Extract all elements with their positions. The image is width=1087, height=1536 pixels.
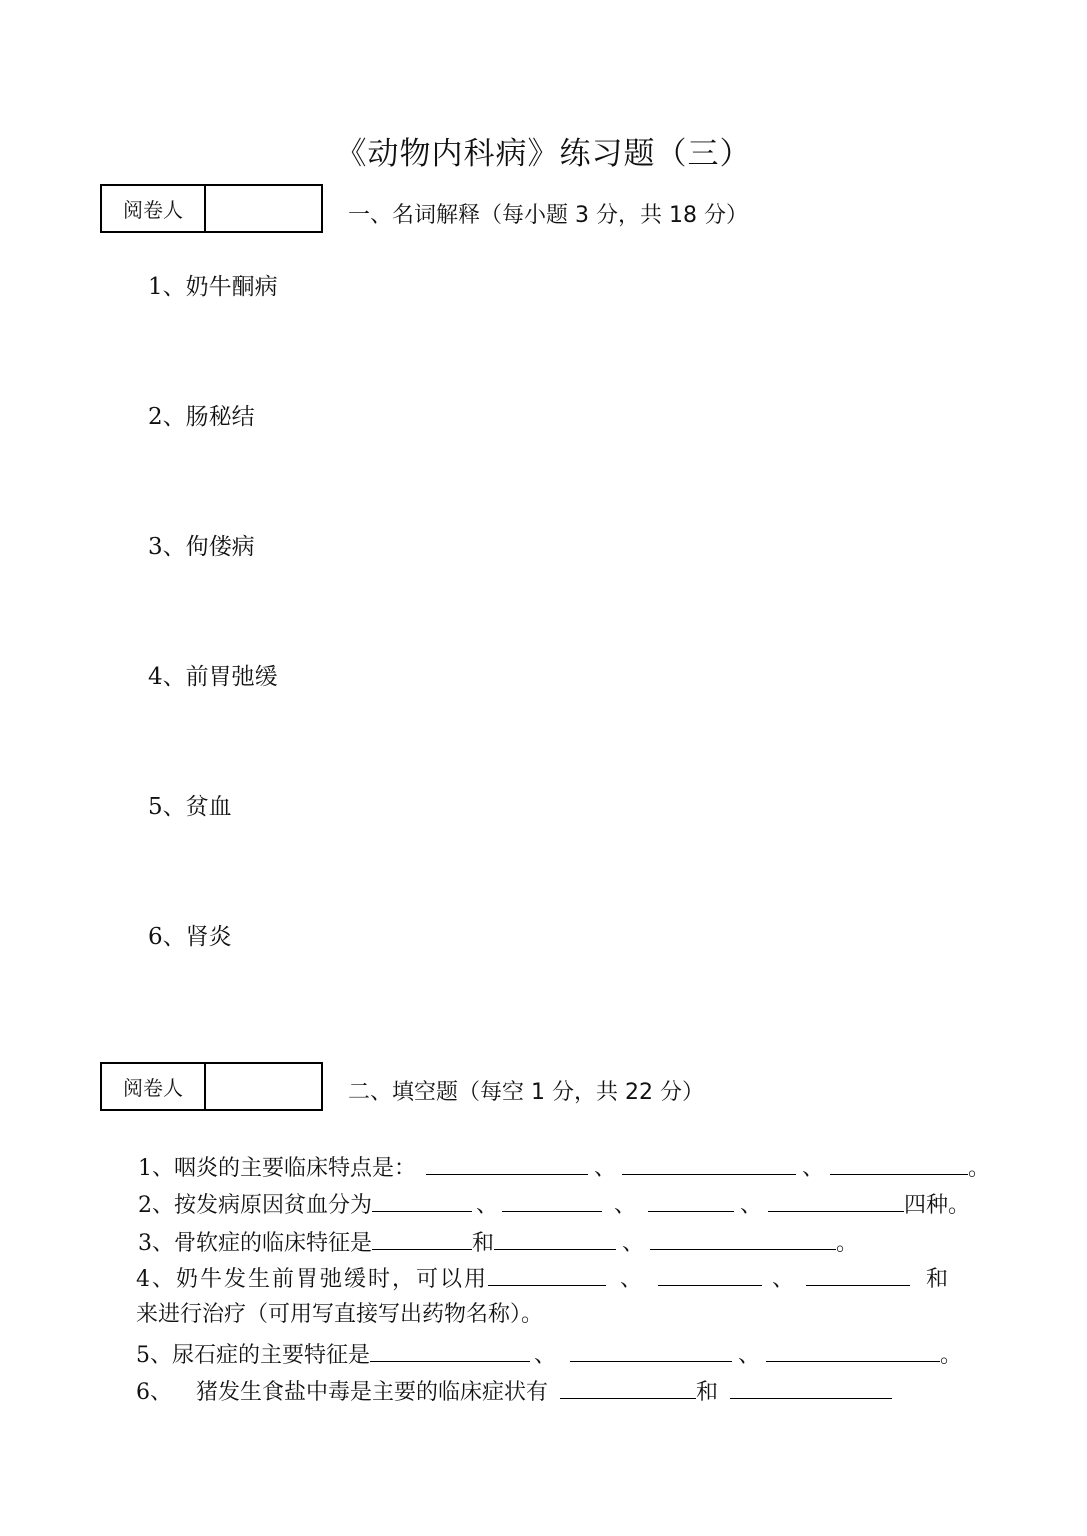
answer-blank[interactable] <box>730 1376 892 1399</box>
answer-blank[interactable] <box>502 1189 602 1212</box>
separator: 、 <box>740 1193 763 1218</box>
section2-heading: 二、填空题（每空 1 分，共 22 分） <box>348 1080 704 1105</box>
fill-question-3 <box>138 1227 858 1258</box>
fill-question-4 <box>136 1263 950 1294</box>
answer-blank[interactable] <box>648 1189 734 1212</box>
question-text: 4、奶牛发生前胃弛缓时，可以用 <box>136 1267 488 1292</box>
fill-question-2 <box>138 1189 970 1220</box>
question-text: 猪发生食盐中毒是主要的临床症状有 <box>196 1380 549 1405</box>
punctuation: 。 <box>968 1156 991 1181</box>
term-item: 6、肾炎 <box>148 924 232 950</box>
grader-signature-cell[interactable] <box>206 186 321 231</box>
separator: 、 <box>614 1193 637 1218</box>
punctuation: 。 <box>836 1231 859 1256</box>
connector: 和 <box>472 1231 495 1256</box>
answer-blank[interactable] <box>570 1339 732 1362</box>
fill-question-4-continued: 来进行治疗（可用写直接写出药物名称）。 <box>136 1302 544 1327</box>
grader-box-1 <box>100 184 323 233</box>
answer-blank[interactable] <box>622 1152 796 1175</box>
page-title: 《动物内科病》练习题（三） <box>335 136 752 172</box>
term-item: 1、奶牛酮病 <box>148 274 278 300</box>
answer-blank[interactable] <box>426 1152 588 1175</box>
answer-blank[interactable] <box>766 1339 940 1362</box>
question-number: 6、 <box>136 1380 172 1405</box>
connector: 和 <box>696 1380 719 1405</box>
separator: 、 <box>594 1156 617 1181</box>
answer-blank[interactable] <box>768 1189 904 1212</box>
question-text: 5、尿石症的主要特征是 <box>136 1343 370 1368</box>
grader-box-2 <box>100 1062 323 1111</box>
section1-heading: 一、名词解释（每小题 3 分，共 18 分） <box>348 203 748 228</box>
grader-label: 阅卷人 <box>102 1064 206 1109</box>
answer-blank[interactable] <box>370 1339 530 1362</box>
separator: 、 <box>534 1343 557 1368</box>
grader-label: 阅卷人 <box>102 186 206 231</box>
answer-blank[interactable] <box>806 1263 910 1286</box>
fill-question-1 <box>138 1152 990 1183</box>
answer-blank[interactable] <box>494 1227 616 1250</box>
term-item: 5、贫血 <box>148 794 232 820</box>
separator: 、 <box>622 1231 645 1256</box>
separator: 、 <box>802 1156 825 1181</box>
separator: 、 <box>476 1193 499 1218</box>
connector: 和 <box>926 1267 951 1292</box>
question-text: 3、骨软症的临床特征是 <box>138 1231 372 1256</box>
answer-blank[interactable] <box>560 1376 696 1399</box>
term-item: 2、肠秘结 <box>148 404 255 430</box>
answer-blank[interactable] <box>488 1263 606 1286</box>
question-text: 2、按发病原因贫血分为 <box>138 1193 372 1218</box>
grader-signature-cell[interactable] <box>206 1064 321 1109</box>
separator: 、 <box>620 1267 645 1292</box>
separator: 、 <box>772 1267 797 1292</box>
term-item: 4、前胃弛缓 <box>148 664 278 690</box>
answer-blank[interactable] <box>372 1227 472 1250</box>
fill-question-5 <box>136 1339 962 1370</box>
answer-blank[interactable] <box>650 1227 836 1250</box>
separator: 、 <box>738 1343 761 1368</box>
answer-blank[interactable] <box>372 1189 472 1212</box>
answer-blank[interactable] <box>830 1152 968 1175</box>
question-suffix: 四种。 <box>904 1193 971 1218</box>
question-text: 1、咽炎的主要临床特点是： <box>138 1156 416 1181</box>
term-item: 3、佝偻病 <box>148 534 255 560</box>
answer-blank[interactable] <box>658 1263 762 1286</box>
fill-question-6 <box>136 1376 892 1407</box>
punctuation: 。 <box>940 1343 963 1368</box>
